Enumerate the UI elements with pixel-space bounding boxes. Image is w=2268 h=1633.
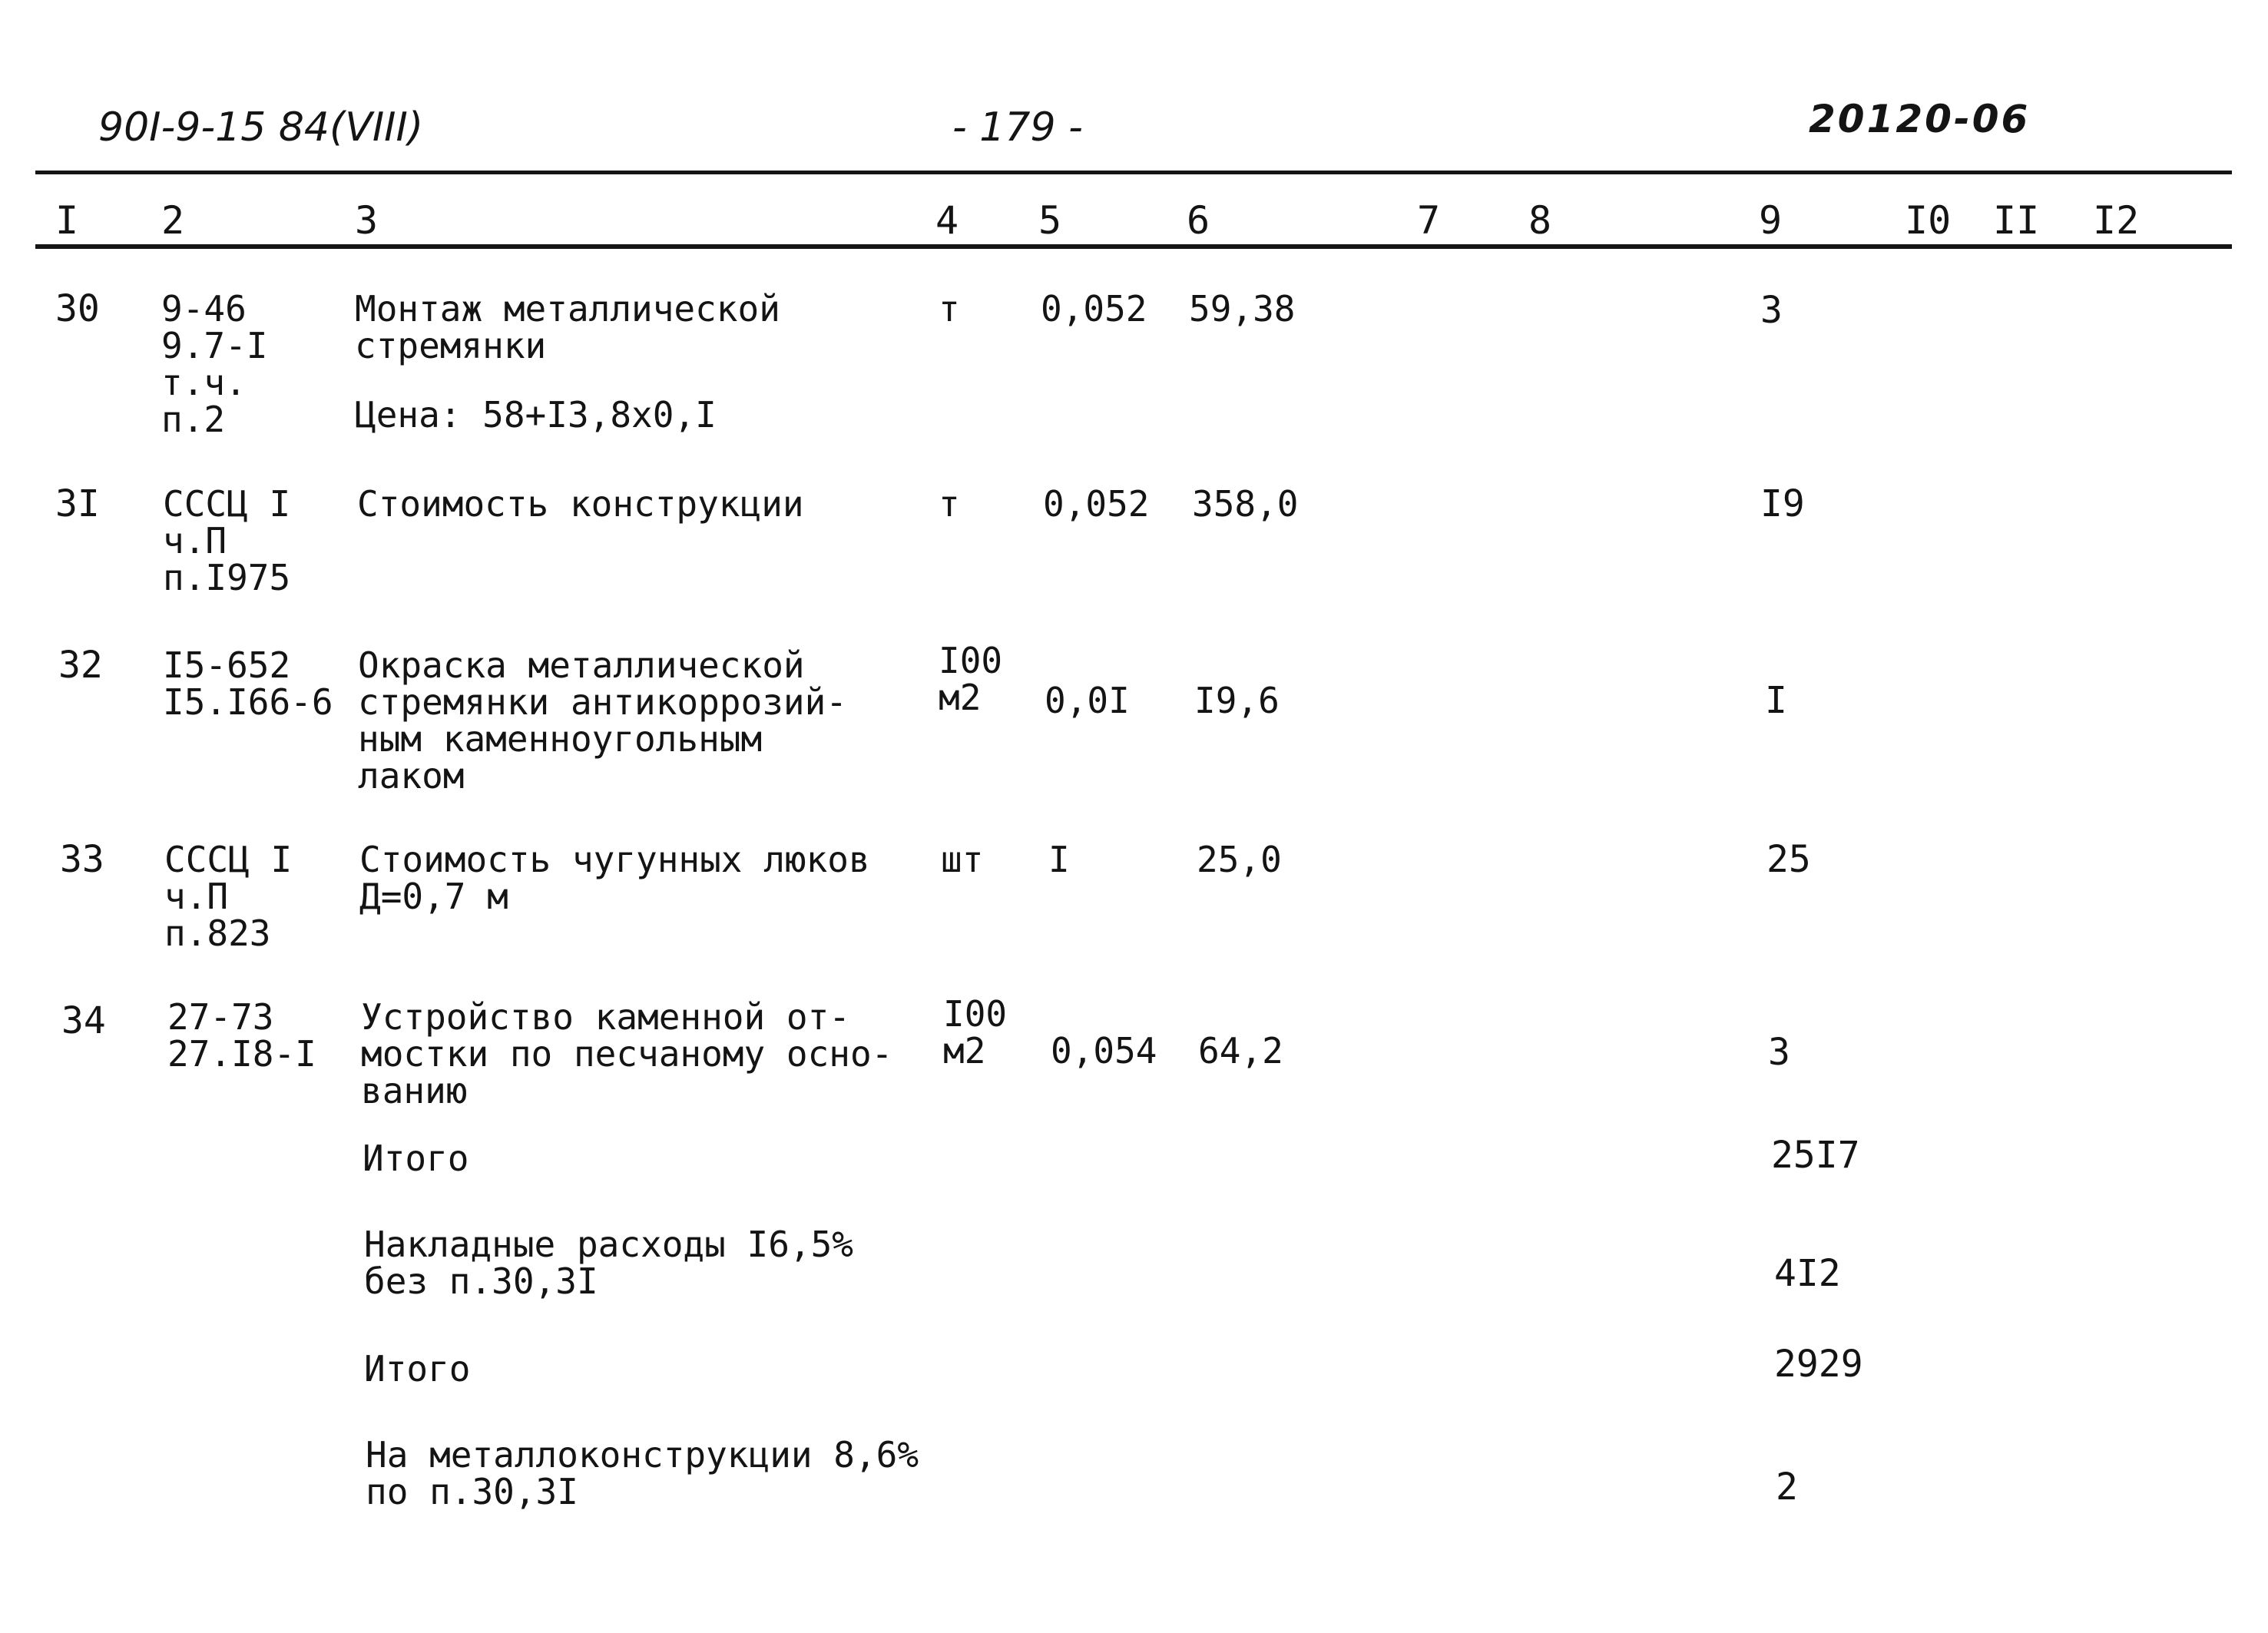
total-cost: 25 [1766, 838, 1811, 881]
total-cost: 3 [1760, 289, 1783, 332]
column-number: 7 [1417, 198, 1441, 243]
unit: I00 м2 [943, 993, 1008, 1072]
summary-total: 4I2 [1774, 1252, 1841, 1295]
quantity: 0,052 [1041, 288, 1147, 330]
row-number: 34 [61, 999, 106, 1042]
unit: т [939, 483, 960, 525]
unit-price: 25,0 [1197, 839, 1282, 880]
column-number: I [55, 198, 79, 243]
unit: I00 м2 [939, 640, 1003, 718]
column-number: 2 [161, 198, 185, 243]
norm-code: СССЦ I ч.П п.823 [164, 839, 293, 954]
norm-code: 27-73 27.I8-I [167, 996, 316, 1075]
summary-label: Итого [364, 1348, 471, 1390]
unit-price: 59,38 [1189, 288, 1296, 330]
column-number: I2 [2093, 198, 2140, 243]
total-cost: 3 [1768, 1031, 1790, 1074]
column-number: 6 [1187, 198, 1210, 243]
summary-label: Накладные расходы I6,5% без п.30,3I [364, 1224, 853, 1302]
document-code: 90I-9-15 84(VIII) [98, 104, 424, 151]
column-number: 4 [935, 198, 959, 243]
total-cost: I [1765, 679, 1787, 722]
quantity: 0,052 [1043, 483, 1150, 525]
summary-total: 2 [1776, 1466, 1798, 1509]
row-number: 3I [55, 482, 100, 525]
work-name: Стоимость конструкции [357, 483, 804, 525]
work-name: Монтаж металлической стремянки [355, 288, 780, 366]
summary-total: 25I7 [1771, 1134, 1860, 1177]
page-number: - 179 - [952, 104, 1083, 151]
quantity: 0,054 [1051, 1030, 1157, 1072]
column-number: 9 [1759, 198, 1783, 243]
work-name: Устройство каменной от- мостки по песчаному осно- ванию [361, 996, 893, 1111]
norm-code: СССЦ I ч.П п.I975 [163, 483, 291, 598]
header-rule-top [35, 171, 2232, 174]
total-cost: I9 [1760, 482, 1805, 525]
column-number: 3 [355, 198, 379, 243]
header-rule-bottom [35, 244, 2232, 249]
column-number: 8 [1528, 198, 1552, 243]
quantity: 0,0I [1045, 680, 1130, 721]
row-number: 30 [55, 287, 100, 330]
unit-price: 358,0 [1192, 483, 1299, 525]
column-number: II [1993, 198, 2040, 243]
quantity: I [1048, 839, 1070, 880]
norm-code: I5-652 I5.I66-6 [163, 644, 333, 723]
column-number: I0 [1905, 198, 1952, 243]
summary-total: 2929 [1774, 1343, 1863, 1386]
unit: т [939, 288, 960, 330]
unit: шт [941, 839, 984, 880]
unit-price: I9,6 [1194, 680, 1280, 721]
unit-price: 64,2 [1198, 1030, 1283, 1072]
archive-number: 20120-06 [1809, 97, 2031, 141]
work-name: Стоимость чугунных люков Д=0,7 м [359, 839, 870, 917]
summary-label: На металлоконструкции 8,6% по п.30,3I [366, 1434, 919, 1512]
row-number: 32 [58, 644, 103, 687]
norm-code: 9-46 9.7-I т.ч. п.2 [161, 288, 268, 440]
column-number: 5 [1038, 198, 1062, 243]
summary-label: Итого [363, 1138, 469, 1179]
work-name: Окраска металлической стремянки антикоррозий- ным каменноугольным лаком [358, 644, 847, 797]
price-note: Цена: 58+I3,8х0,I [355, 394, 717, 436]
row-number: 33 [60, 838, 104, 881]
